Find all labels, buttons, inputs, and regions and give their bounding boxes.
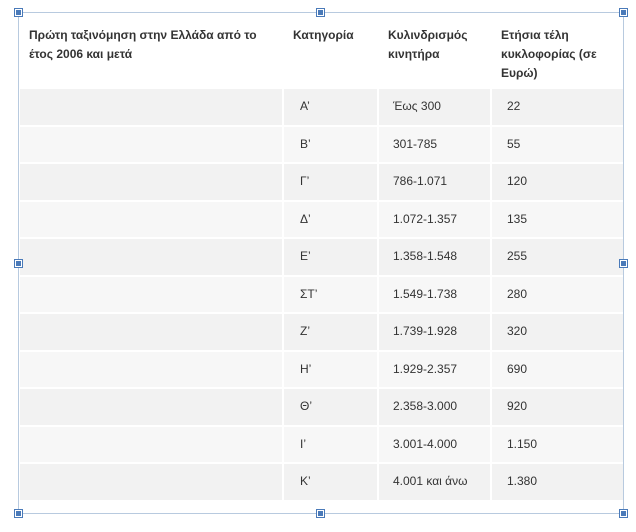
header-annual-fee: Ετήσια τέλη κυκλοφορίας (σε Ευρώ) (492, 14, 623, 87)
table-header-row (20, 14, 623, 89)
engine-capacity-cell: 1.929-2.357 (379, 352, 492, 388)
annual-fee-cell: 1.380 (492, 464, 623, 500)
annual-fee-cell: 255 (492, 239, 623, 275)
resize-handle-middle-left[interactable] (15, 260, 22, 267)
first-registration-cell (20, 277, 284, 313)
first-registration-cell (20, 164, 284, 200)
first-registration-cell (20, 389, 284, 425)
annual-fee-cell: 690 (492, 352, 623, 388)
table-row (20, 314, 623, 352)
category-cell: Ε’ (284, 239, 379, 275)
engine-capacity-cell: Έως 300 (379, 89, 492, 125)
category-cell: Δ’ (284, 202, 379, 238)
resize-handle-bottom-right[interactable] (620, 510, 627, 517)
first-registration-cell (20, 427, 284, 463)
annual-fee-cell: 55 (492, 127, 623, 163)
category-cell: Ι’ (284, 427, 379, 463)
resize-handle-top-right[interactable] (620, 9, 627, 16)
road-tax-table (20, 14, 623, 500)
resize-handle-middle-right[interactable] (620, 260, 627, 267)
engine-capacity-cell: 301-785 (379, 127, 492, 163)
first-registration-cell (20, 239, 284, 275)
resize-handle-bottom-left[interactable] (15, 510, 22, 517)
category-cell: Θ’ (284, 389, 379, 425)
annual-fee-cell: 22 (492, 89, 623, 125)
table-row (20, 202, 623, 240)
engine-capacity-cell: 1.358-1.548 (379, 239, 492, 275)
first-registration-cell (20, 202, 284, 238)
header-category: Κατηγορία (284, 14, 379, 87)
annual-fee-cell: 280 (492, 277, 623, 313)
table-row (20, 127, 623, 165)
engine-capacity-cell: 786-1.071 (379, 164, 492, 200)
first-registration-cell (20, 314, 284, 350)
table-row (20, 464, 623, 502)
first-registration-cell (20, 352, 284, 388)
engine-capacity-cell: 1.739-1.928 (379, 314, 492, 350)
engine-capacity-cell: 1.072-1.357 (379, 202, 492, 238)
engine-capacity-cell: 3.001-4.000 (379, 427, 492, 463)
engine-capacity-cell: 2.358-3.000 (379, 389, 492, 425)
table-row (20, 427, 623, 465)
first-registration-cell (20, 464, 284, 500)
first-registration-cell (20, 89, 284, 125)
category-cell: Η’ (284, 352, 379, 388)
table-row (20, 352, 623, 390)
category-cell: ΣΤ’ (284, 277, 379, 313)
first-registration-cell (20, 127, 284, 163)
table-row (20, 164, 623, 202)
table-row (20, 239, 623, 277)
annual-fee-cell: 1.150 (492, 427, 623, 463)
header-engine-capacity: Κυλινδρισμός κινητήρα (379, 14, 492, 87)
annual-fee-cell: 920 (492, 389, 623, 425)
table-row (20, 389, 623, 427)
category-cell: Κ’ (284, 464, 379, 500)
resize-handle-top-center[interactable] (317, 9, 324, 16)
header-first-registration: Πρώτη ταξινόμηση στην Ελλάδα από το έτος 2006 και μετά (20, 14, 284, 87)
category-cell: Γ’ (284, 164, 379, 200)
engine-capacity-cell: 1.549-1.738 (379, 277, 492, 313)
table-row (20, 89, 623, 127)
category-cell: Ζ’ (284, 314, 379, 350)
engine-capacity-cell: 4.001 και άνω (379, 464, 492, 500)
category-cell: Β’ (284, 127, 379, 163)
annual-fee-cell: 120 (492, 164, 623, 200)
annual-fee-cell: 320 (492, 314, 623, 350)
category-cell: Α’ (284, 89, 379, 125)
annual-fee-cell: 135 (492, 202, 623, 238)
resize-handle-bottom-center[interactable] (317, 510, 324, 517)
table-row (20, 277, 623, 315)
resize-handle-top-left[interactable] (15, 9, 22, 16)
